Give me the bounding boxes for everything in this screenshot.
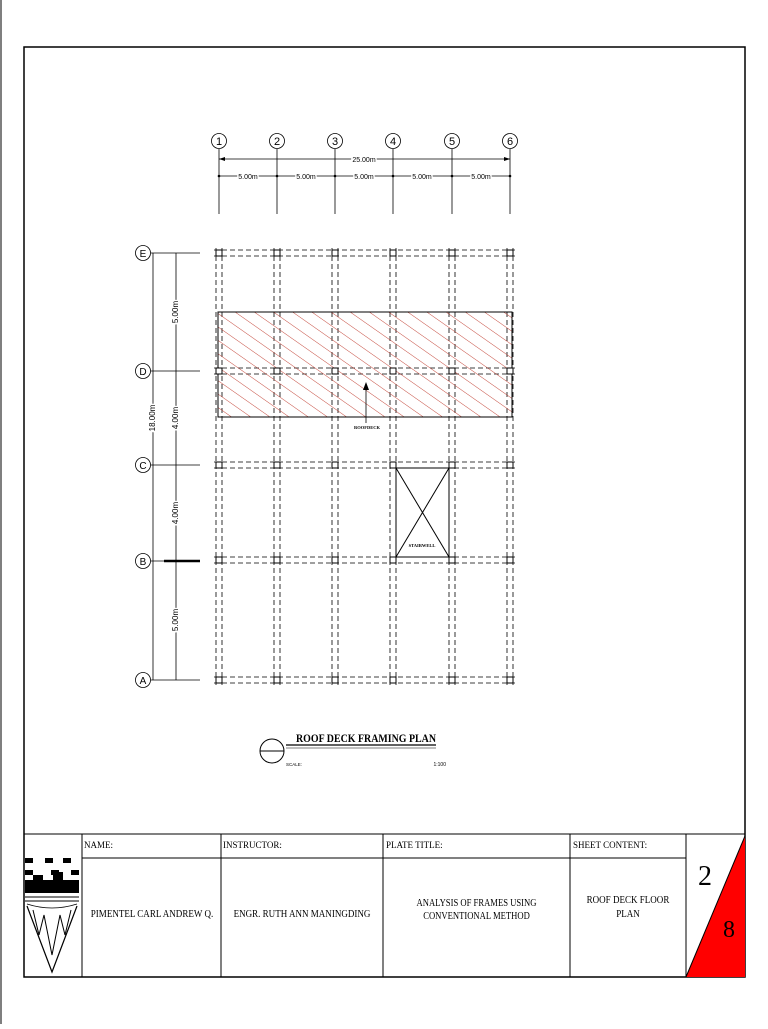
column-label-1: 1 — [215, 136, 223, 148]
plate-title-line-1: ANALYSIS OF FRAMES USING — [416, 897, 537, 909]
total-sheets: 8 — [723, 917, 735, 943]
bay-width-dim-5: 5.00m — [471, 174, 491, 181]
column-label-5: 5 — [448, 136, 456, 148]
row-label-a: A — [139, 676, 147, 687]
bay-width-dim-2: 5.00m — [296, 174, 316, 181]
overall-height-dim: 18.00m — [148, 404, 157, 432]
column-label-3: 3 — [331, 136, 339, 148]
bay-height-dim-2: 4.00m — [171, 406, 180, 430]
sheet-border — [24, 47, 745, 977]
column-label-2: 2 — [273, 136, 281, 148]
plate-title-line-2: CONVENTIONAL METHOD — [423, 911, 530, 922]
sheet-number: 2 — [698, 861, 712, 892]
bay-height-dim-3: 4.00m — [171, 501, 180, 525]
sheet-content: ROOF DECK FLOOR PLAN — [586, 894, 670, 920]
instructor-name: ENGR. RUTH ANN MANINGDING — [233, 908, 371, 921]
plate-title — [400, 888, 553, 932]
roofdeck-hatch-area — [218, 312, 512, 417]
student-name: PIMENTEL CARL ANDREW Q. — [90, 908, 214, 921]
column-label-6: 6 — [506, 136, 514, 148]
row-label-d: D — [139, 367, 147, 378]
plate-title-header: PLATE TITLE: — [386, 840, 443, 850]
bay-width-dim-3: 5.00m — [354, 174, 374, 181]
framing-plan — [214, 248, 515, 686]
bay-height-dim-1: 5.00m — [171, 300, 180, 324]
overall-width-dim: 25.00m — [352, 157, 376, 164]
instructor-header: INSTRUCTOR: — [223, 840, 282, 850]
stairwell-label: STAIRWELL — [408, 543, 436, 548]
scale-value: 1:100 — [433, 762, 446, 768]
column-label-4: 4 — [389, 136, 397, 148]
school-logo-icon — [25, 858, 79, 972]
row-label-e: E — [139, 249, 147, 260]
sheet-content-header: SHEET CONTENT: — [573, 840, 648, 850]
row-label-b: B — [139, 557, 147, 568]
row-label-c: C — [139, 461, 147, 472]
plan-title: ROOF DECK FRAMING PLAN — [296, 731, 437, 745]
bay-width-dim-4: 5.00m — [412, 174, 432, 181]
bay-width-dim-1: 5.00m — [238, 174, 258, 181]
scale-label: SCALE: — [286, 762, 303, 767]
bay-height-dim-4: 5.00m — [171, 608, 180, 632]
name-header: NAME: — [84, 840, 113, 850]
roofdeck-label: ROOFDECK — [353, 425, 381, 430]
